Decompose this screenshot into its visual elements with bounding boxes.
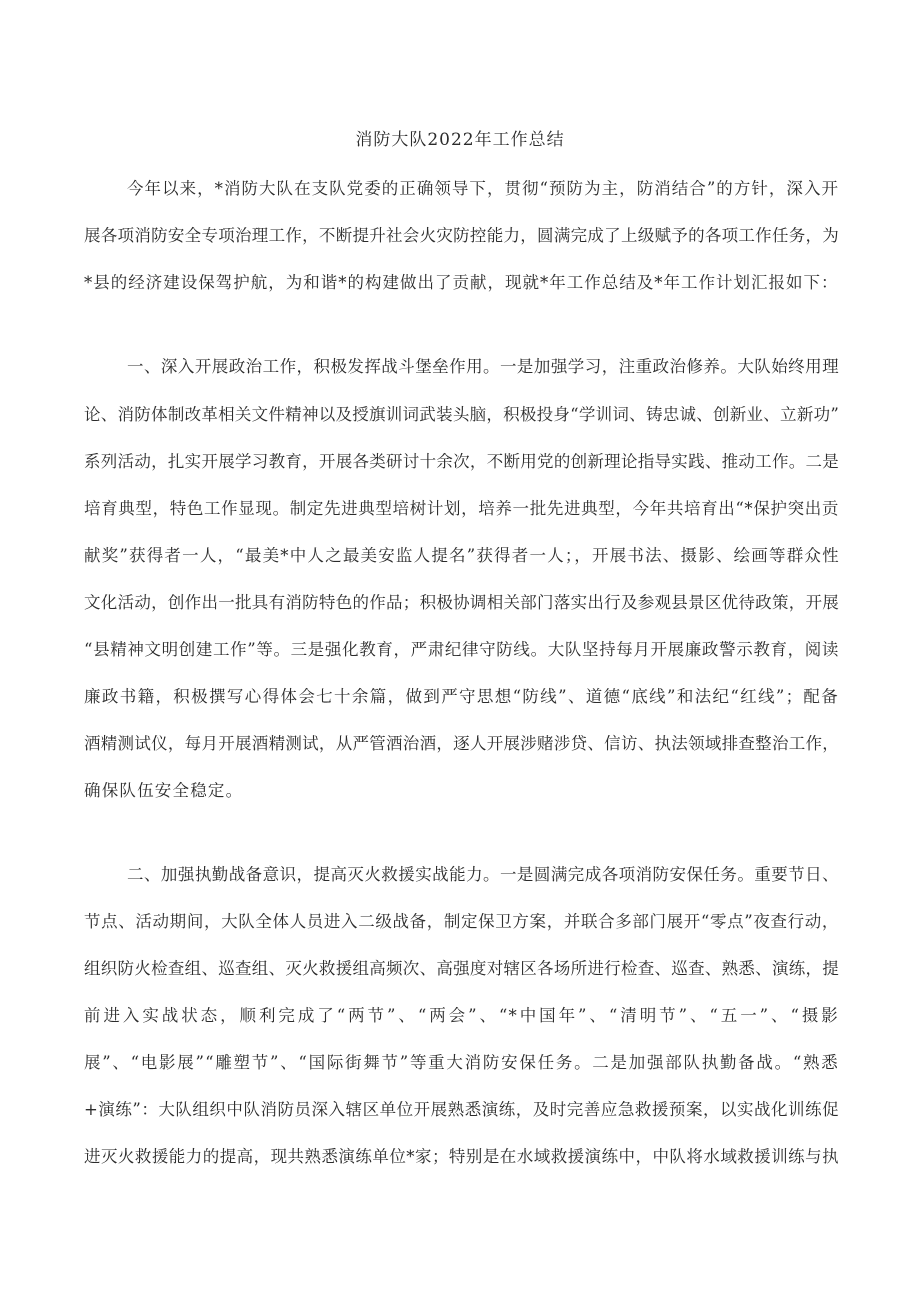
paragraph-1-line-2: 展各项消防安全专项治理工作，不断提升社会火灾防控能力，圆满完成了上级赋予的各项工作任务，为 [84, 226, 839, 245]
document-title: 消防大队2022年工作总结 [355, 130, 565, 150]
paragraph-2-line-6: 文化活动，创作出一批具有消防特色的作品；积极协调相关部门落实出行及参观县景区优待政策，开展 [84, 593, 839, 612]
paragraph-2-line-10: 确保队伍安全稳定。 [84, 781, 244, 800]
paragraph-2-line-7: “县精神文明创建工作”等。三是强化教育，严肃纪律守防线。大队坚持每月开展廉政警示教育，阅读 [84, 640, 839, 659]
paragraph-3-line-5: 展”、“电影展”“雕塑节”、“国际街舞节”等重大消防安保任务。二是加强部队执勤备战。“熟悉 [84, 1053, 839, 1072]
paragraph-2-line-2: 论、消防体制改革相关文件精神以及授旗训词武装头脑，积极投身“学训词、铸忠诚、创新业、立新功” [84, 405, 839, 424]
paragraph-3-line-2: 节点、活动期间，大队全体人员进入二级战备，制定保卫方案，并联合多部门展开“零点”夜查行动， [84, 912, 839, 931]
paragraph-2-line-5: 献奖”获得者一人，“最美*中人之最美安监人提名”获得者一人；，开展书法、摄影、绘画等群众性 [84, 546, 840, 565]
paragraph-3-line-4: 前进入实战状态，顺利完成了“两节”、“两会”、“*中国年”、“清明节”、“五一”、“摄影 [84, 1006, 839, 1025]
paragraph-3-line-3: 组织防火检查组、巡查组、灭火救援组高频次、高强度对辖区各场所进行检查、巡查、熟悉、演练，提 [84, 959, 839, 978]
paragraph-2-line-8: 廉政书籍，积极撰写心得体会七十余篇，做到严守思想“防线”、道德“底线”和法纪“红线”；配备 [84, 687, 839, 706]
paragraph-2-line-3: 系列活动，扎实开展学习教育，开展各类研讨十余次，不断用党的创新理论指导实践、推动工作。二是 [84, 452, 839, 471]
paragraph-2-line-9: 酒精测试仪，每月开展酒精测试，从严管酒治酒，逐人开展涉赌涉贷、信访、执法领域排查整治工作， [84, 734, 839, 753]
paragraph-3-line-1: 二、加强执勤战备意识，提高灭火救援实战能力。一是圆满完成各项消防安保任务。重要节日、 [127, 865, 839, 884]
paragraph-3-line-6: +演练”：大队组织中队消防员深入辖区单位开展熟悉演练，及时完善应急救援预案，以实战化训练促 [84, 1100, 839, 1119]
paragraph-2-line-1: 一、深入开展政治工作，积极发挥战斗堡垒作用。一是加强学习，注重政治修养。大队始终用理 [127, 357, 839, 376]
paragraph-2-line-4: 培育典型，特色工作显现。制定先进典型培树计划，培养一批先进典型，今年共培育出“*保护突出贡 [84, 499, 839, 518]
paragraph-1-line-1: 今年以来，*消防大队在支队党委的正确领导下，贯彻“预防为主，防消结合”的方针，深入开 [127, 179, 839, 198]
paragraph-3-line-7: 进灭火救援能力的提高，现共熟悉演练单位*家；特别是在水域救援演练中，中队将水域救援训练与执 [84, 1147, 839, 1166]
paragraph-1-line-3: *县的经济建设保驾护航，为和谐*的构建做出了贡献，现就*年工作总结及*年工作计划汇报如下： [84, 273, 839, 292]
